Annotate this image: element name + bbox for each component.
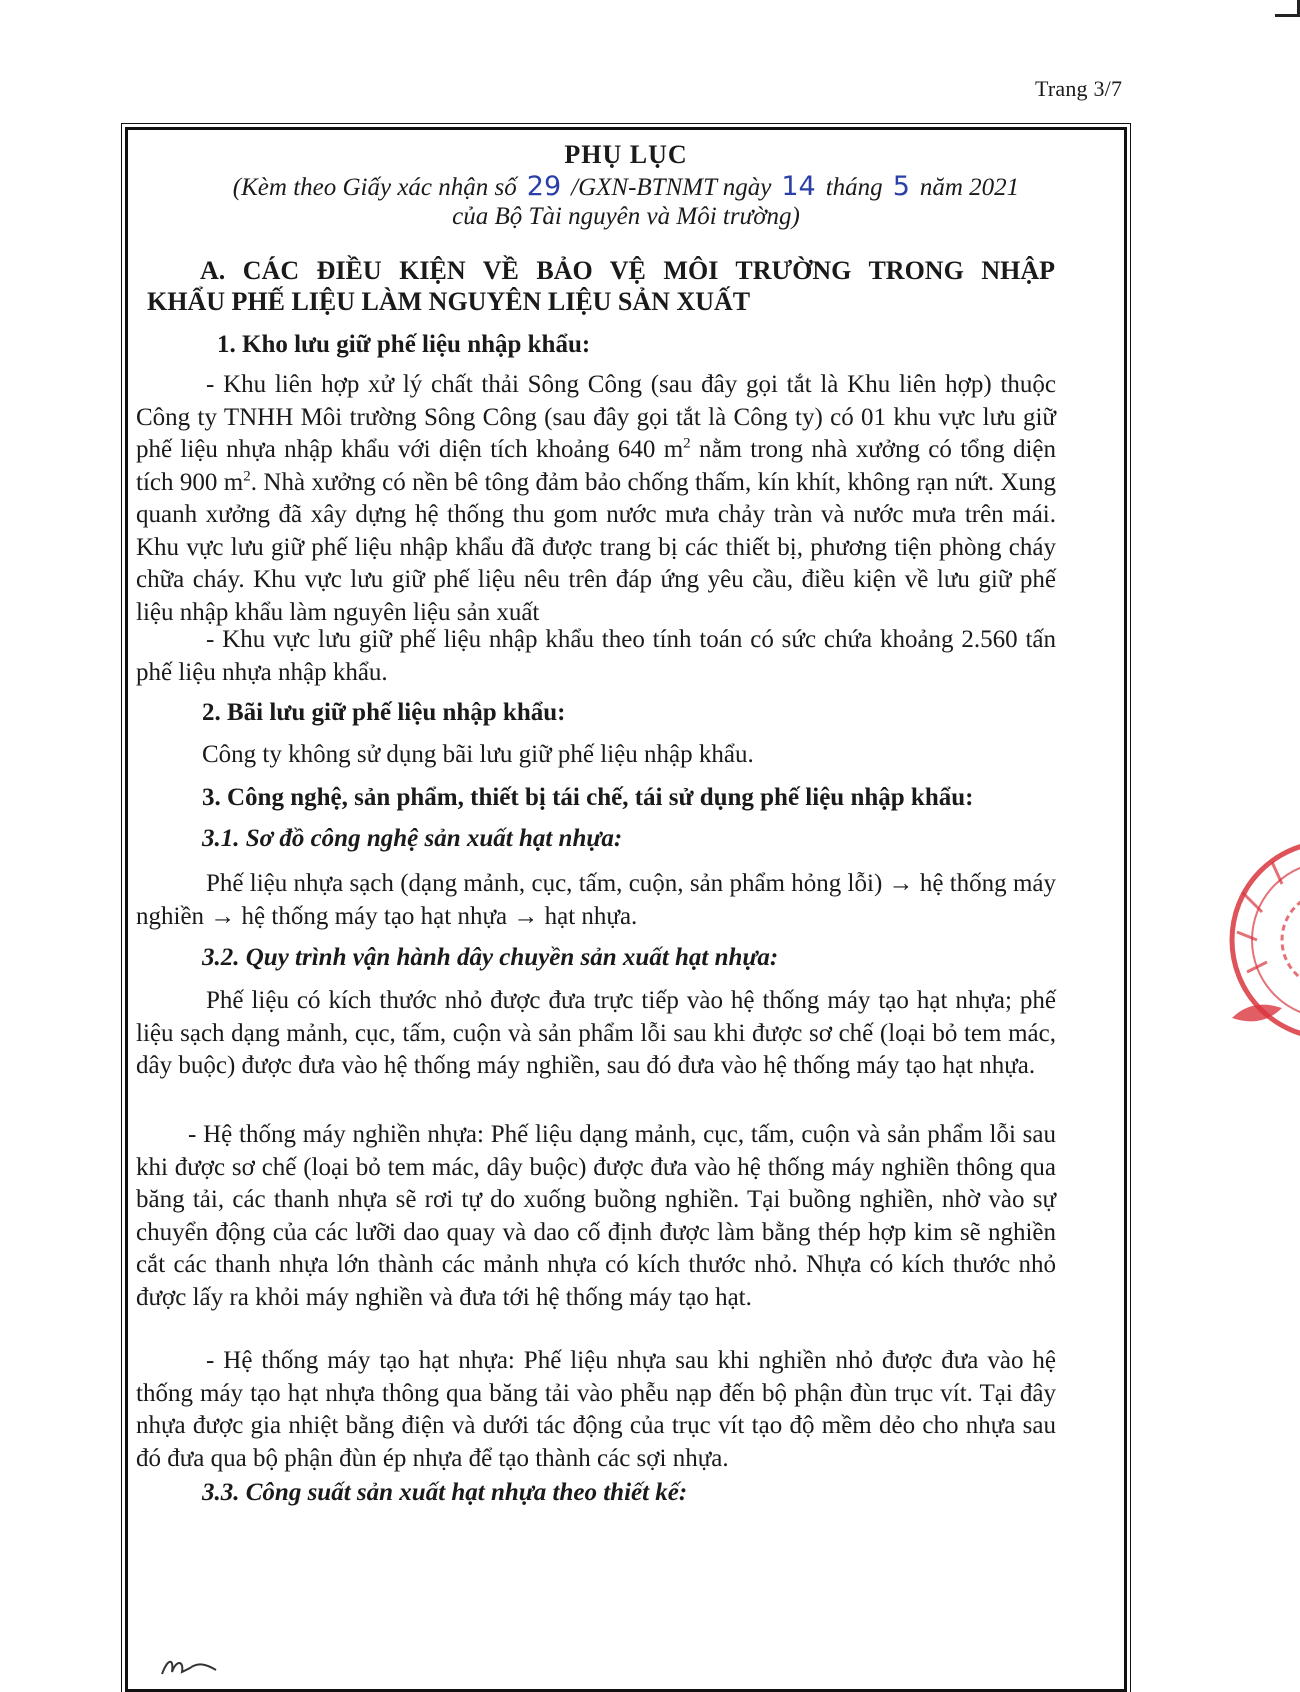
sub31-text: Phế liệu nhựa sạch (dạng mảnh, cục, tấm, cuộn, sản phẩm hỏng lỗi) → hệ thống máy nghiền → hệ thống máy tạo hạt nhựa → hạt nhựa. <box>136 870 1056 930</box>
crusher-paragraph: - Hệ thống máy nghiền nhựa: Phế liệu dạng mảnh, cục, tấm, cuộn và sản phẩm lỗi sau khi được sơ chế (loại bỏ tem mác, dây buộc) được đưa vào hệ thống máy nghiền thông qua băng tải, các thanh nhựa sẽ rơi tự do xuống buồng nghiền. Tại buồng nghiền, nhờ vào sự chuyển động của các lưỡi dao quay và dao cố định được làm bằng thép hợp kim sẽ nghiền cắt các thanh nhựa lớn thành các mảnh nhựa có kích thước nhỏ. Nhựa có kích thước nhỏ được lấy ra khỏi máy nghiền và đưa tới hệ thống máy tạo hạt. <box>136 1121 1056 1311</box>
month-label: tháng <box>825 174 883 201</box>
item1-paragraph2: - Khu vực lưu giữ phế liệu nhập khẩu theo tính toán có sức chứa khoảng 2.560 tấn phế liệu nhựa nhập khẩu. <box>136 626 1056 686</box>
subtitle-middle: /GXN-BTNMT ngày <box>571 174 772 201</box>
item2-text: Công ty không sử dụng bãi lưu giữ phế liệu nhập khẩu. <box>202 741 754 768</box>
item3-heading: 3. Công nghệ, sản phẩm, thiết bị tái chế, tái sử dụng phế liệu nhập khẩu: <box>202 784 974 811</box>
handwritten-doc-number: 29 <box>526 171 562 202</box>
appendix-title: PHỤ LỤC <box>564 140 688 169</box>
page-number: Trang 3/7 <box>1035 76 1123 101</box>
appendix-subtitle <box>125 172 1127 203</box>
item1-paragraph1: - Khu liên hợp xử lý chất thải Sông Công (sau đây gọi tắt là Khu liên hợp) thuộc Công ty TNHH Môi trường Sông Công (sau đây gọi tắt là Công ty) có 01 khu vực lưu giữ phế liệu nhựa nhập khẩu với diện tích khoảng 640 $m^2$ nằm trong nhà xưởng có tổng diện tích 900 $m^2$. Nhà xưởng có nền bê tông đảm bảo chống thấm, kín khít, không rạn nứt. Xung quanh xưởng đã xây dựng hệ thống thu gom nước mưa chảy tràn và nước mưa trên mái. Khu vực lưu giữ phế liệu nhập khẩu đã được trang bị các thiết bị, phương tiện phòng cháy chữa cháy. Khu vực lưu giữ phế liệu nêu trên đáp ứng yêu cầu, điều kiện về lưu giữ phế liệu nhập khẩu làm nguyên liệu sản xuất <box>136 371 1057 626</box>
item1-heading: 1. Kho lưu giữ phế liệu nhập khẩu: <box>217 331 591 358</box>
item2-heading: 2. Bãi lưu giữ phế liệu nhập khẩu: <box>202 699 566 726</box>
appendix-issuer: của Bộ Tài nguyên và Môi trường) <box>452 203 800 230</box>
scan-corner-mark <box>1275 0 1300 17</box>
sub32-text: Phế liệu có kích thước nhỏ được đưa trực tiếp vào hệ thống máy tạo hạt nhựa; phế liệu sạch dạng mảnh, cục, tấm, cuộn và sản phẩm lỗi sau khi được sơ chế (loại bỏ tem mác, dây buộc) được đưa vào hệ thống máy nghiền, sau đó đưa vào hệ thống máy tạo hạt nhựa. <box>136 987 1056 1079</box>
year-label: năm 2021 <box>919 174 1020 201</box>
subtitle-prefix: (Kèm theo Giấy xác nhận số <box>232 174 517 201</box>
red-seal-stamp <box>1212 822 1300 1062</box>
handwritten-month: 5 <box>892 171 910 202</box>
handwritten-day: 14 <box>781 171 816 202</box>
sub33-heading: 3.3. Công suất sản xuất hạt nhựa theo thiết kế: <box>202 1479 688 1506</box>
sub31-heading: 3.1. Sơ đồ công nghệ sản xuất hạt nhựa: <box>202 825 623 852</box>
initials-scribble <box>160 1650 220 1685</box>
section-a-heading-line2: KHẨU PHẾ LIỆU LÀM NGUYÊN LIỆU SẢN XUẤT <box>147 287 751 316</box>
section-a-heading-line1: A. CÁC ĐIỀU KIỆN VỀ BẢO VỆ MÔI TRƯỜNG TRONG NHẬP <box>200 256 1055 285</box>
granulator-paragraph: - Hệ thống máy tạo hạt nhựa: Phế liệu nhựa sau khi nghiền nhỏ được đưa vào hệ thống máy tạo hạt nhựa thông qua băng tải vào phễu nạp đến bộ phận đùn trục vít. Tại đây nhựa được gia nhiệt bằng điện và dưới tác động của trục vít tạo độ mềm dẻo cho nhựa sau đó đưa qua bộ phận đùn ép nhựa để tạo thành các sợi nhựa. <box>136 1347 1056 1472</box>
sub32-heading: 3.2. Quy trình vận hành dây chuyền sản xuất hạt nhựa: <box>202 944 779 971</box>
